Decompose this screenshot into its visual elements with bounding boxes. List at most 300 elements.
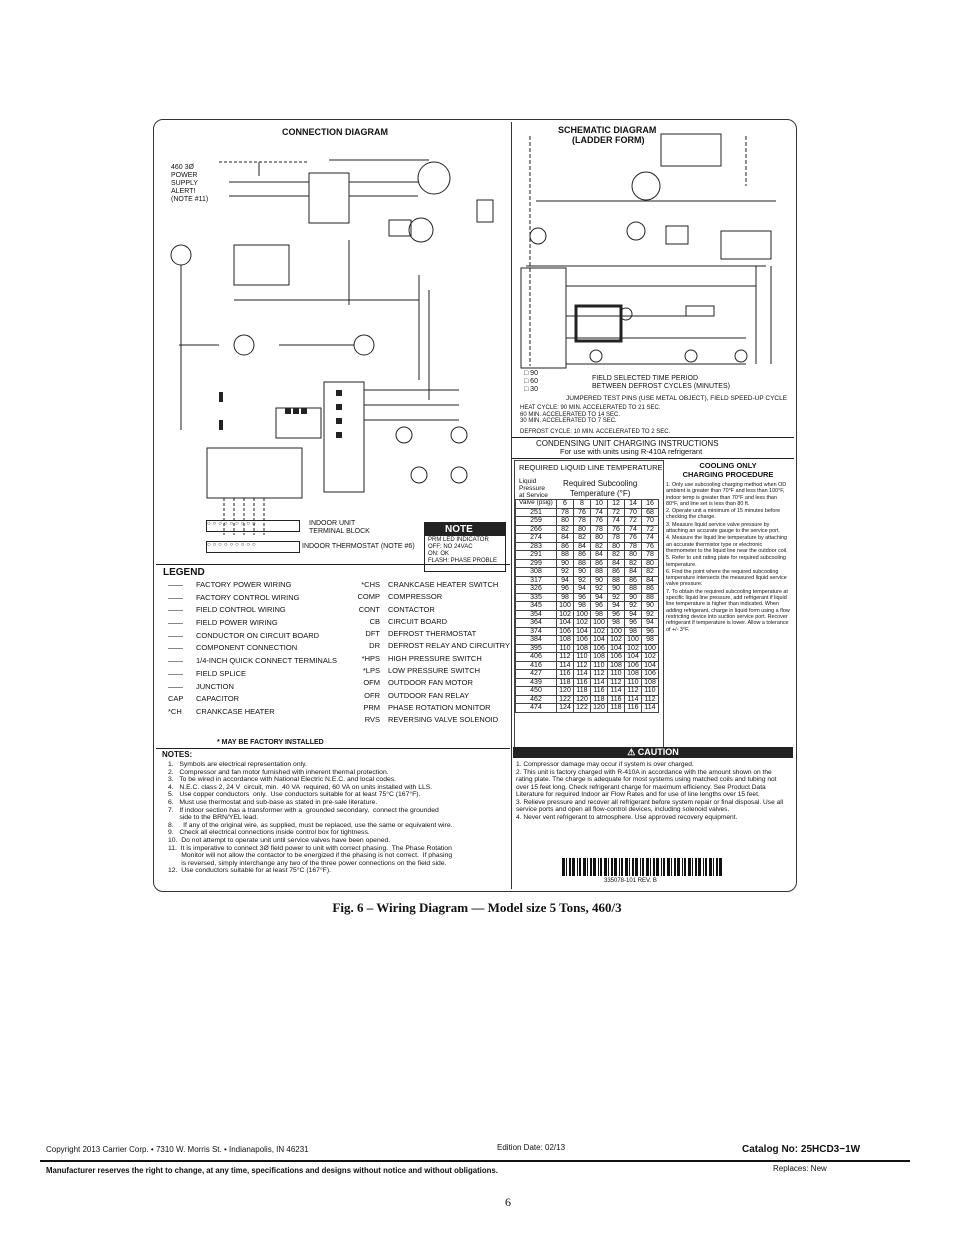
- legend-name: CIRCUIT BOARD: [388, 616, 448, 626]
- legend-name: CONTACTOR: [388, 604, 435, 614]
- pressure-cell: 462: [516, 695, 557, 704]
- legend-code-row: [344, 715, 510, 727]
- legend-name: REVERSING VALVE SOLENOID: [388, 715, 499, 725]
- subcool-cell: 100: [574, 610, 591, 619]
- subcool-cell: 92: [557, 568, 574, 577]
- subcool-cell: 78: [625, 542, 642, 551]
- subcool-cell: 98: [574, 602, 591, 611]
- pressure-cell: 395: [516, 644, 557, 653]
- subcool-cell: 94: [557, 576, 574, 585]
- legend-code: *CHS: [361, 580, 380, 589]
- note-item: 11. It is imperative to connect 3Ø field power to unit with correct phasing. The Phase Rotation: [168, 844, 452, 852]
- legend-symbol: ——: [168, 605, 183, 615]
- note-item: 7. If indoor section has a transformer with a grounded secondary, connect the grounded: [168, 806, 439, 814]
- barcode-bar: [600, 858, 602, 876]
- legend-code-row: [344, 629, 510, 641]
- subcool-cell: 108: [591, 653, 608, 662]
- subcool-cell: 96: [574, 593, 591, 602]
- subcool-cell: 94: [591, 593, 608, 602]
- pressure-cell: 364: [516, 619, 557, 628]
- subcool-cell: 116: [625, 704, 642, 713]
- pressure-cell: 427: [516, 670, 557, 679]
- procedure-step: 5. Refer to unit rating plate for required subcooling temperature.: [666, 555, 786, 568]
- subcool-cell: 118: [608, 704, 625, 713]
- legend-label: JUNCTION: [196, 681, 234, 691]
- barcode-bar: [632, 858, 634, 876]
- subcool-cell: 78: [574, 517, 591, 526]
- subcool-cell: 112: [608, 678, 625, 687]
- legend-code: DFT: [365, 629, 380, 639]
- subcool-cell: 102: [574, 619, 591, 628]
- subcool-cell: 104: [574, 627, 591, 636]
- subcool-col-header: 12: [608, 500, 625, 509]
- legend-title: LEGEND: [159, 566, 209, 579]
- pressure-cell: 374: [516, 627, 557, 636]
- subcool-cell: 92: [642, 610, 659, 619]
- pressure-cell: 291: [516, 551, 557, 560]
- legend-name: OUTDOOR FAN RELAY: [388, 690, 470, 700]
- indoor-terminal-block: ○○○○○○○○○: [206, 520, 300, 532]
- prm-note-lines: [425, 536, 505, 566]
- pressure-cell: 317: [516, 576, 557, 585]
- pressure-cell: 335: [516, 593, 557, 602]
- caution-item: 4. Never vent refrigerant to atmosphere. Use approved recovery equipment.: [516, 813, 738, 821]
- subcool-cell: 122: [557, 695, 574, 704]
- wiring-diagram-panel: [153, 119, 797, 892]
- defrost-speed-up: JUMPERED TEST PINS (USE METAL OBJECT), FIELD SPEED-UP CYCLE: [566, 395, 788, 402]
- subcool-col-header: 16: [642, 500, 659, 509]
- subcool-cell: 84: [642, 576, 659, 585]
- subcool-cell: 112: [625, 687, 642, 696]
- subcool-cell: 86: [557, 542, 574, 551]
- subcool-cell: 96: [608, 610, 625, 619]
- subcool-cell: 106: [625, 661, 642, 670]
- legend-label: CRANKCASE HEATER: [196, 706, 275, 716]
- subcooling-table: [515, 499, 659, 713]
- subcool-cell: 104: [642, 661, 659, 670]
- barcode-bar: [677, 858, 680, 876]
- note-item: 2. Compressor and fan motor furnished with inherent thermal protection.: [168, 768, 389, 776]
- subcool-cell: 106: [642, 670, 659, 679]
- legend-row: [168, 618, 337, 631]
- barcode-bar: [640, 858, 641, 876]
- pressure-cell: 406: [516, 653, 557, 662]
- pressure-cell: 416: [516, 661, 557, 670]
- caution-item: 1. Compressor damage may occur if system is over charged.: [516, 761, 694, 768]
- subcool-cell: 110: [642, 687, 659, 696]
- procedure-step: 6. Find the point where the required subcooling temperature intersects the measured liquid service valve pressure.: [666, 568, 787, 588]
- legend-code: PRM: [363, 702, 380, 712]
- caution-title: CAUTION: [637, 747, 679, 757]
- subcool-cell: 102: [642, 653, 659, 662]
- procedure-step: 7. To obtain the required subcooling temperature at specific liquid line pressure, add refrigerant if liquid line temperature is higher than indicated. When adding refrigerant, charge in liquid form using a flow restricting device into suction service port. Recover refrigerant if temperature is lower. Allow a tolerance of +/- 3°F.: [666, 588, 790, 633]
- legend-symbol: ——: [168, 580, 183, 589]
- legend-row: [168, 580, 337, 593]
- note-line: ON: OK: [428, 551, 450, 557]
- barcode-bar: [593, 858, 596, 876]
- subcool-cell: 80: [557, 517, 574, 526]
- legend-symbol: *CH: [168, 706, 182, 716]
- note-item: 4. N.E.C. class 2, 24 V circuit, min. 40 VA required, 60 VA on units installed with LLS.: [168, 783, 433, 791]
- subcool-cell: 76: [642, 542, 659, 551]
- subcool-cell: 88: [625, 585, 642, 594]
- note-line: FLASH: PHASE PROBLE: [428, 558, 498, 564]
- subcool-cell: 102: [557, 610, 574, 619]
- subcool-cell: 100: [642, 644, 659, 653]
- subcool-cell: 68: [642, 508, 659, 517]
- barcode-bar: [653, 858, 655, 876]
- subcool-cell: 96: [591, 602, 608, 611]
- prm-note-title: NOTE: [425, 523, 505, 536]
- footer-catalog: Catalog No: 25HCD3−1W: [742, 1144, 861, 1155]
- barcode-bar: [650, 858, 651, 876]
- barcode-bar: [656, 858, 659, 876]
- procedure-step: 3. Measure liquid service valve pressure by attaching an accurate gauge to the service port.: [666, 521, 780, 535]
- subcool-cell: 114: [642, 704, 659, 713]
- subcool-cell: 92: [591, 585, 608, 594]
- subcool-cell: 124: [557, 704, 574, 713]
- subcool-cell: 106: [591, 644, 608, 653]
- legend-label: 1/4-INCH QUICK CONNECT TERMINALS: [196, 656, 337, 666]
- barcode-bar: [703, 858, 704, 876]
- pressure-cell: 354: [516, 610, 557, 619]
- subcool-cell: 104: [608, 644, 625, 653]
- barcode-bar: [705, 858, 707, 876]
- subcool-cell: 98: [608, 619, 625, 628]
- barcode-bar: [625, 858, 628, 876]
- barcode-bar: [629, 858, 630, 876]
- subcool-cell: 96: [625, 619, 642, 628]
- subcool-cell: 92: [625, 602, 642, 611]
- subcool-cell: 74: [642, 534, 659, 543]
- caution-item: 2. This unit is factory charged with R-410A in accordance with the amount shown on the rating plate. The charge is adequate for most systems using matched coils and tubing not over 15 feet long. Check refrigerant charge for maximum efficiency. See Product Data Literature for required Indoor air Flow Rates and for use of line lengths over 15 feet.: [516, 768, 777, 798]
- legend-symbol: ——: [168, 681, 183, 691]
- legend-code-row: [344, 703, 510, 715]
- subcool-cell: 88: [608, 576, 625, 585]
- legend-label: COMPONENT CONNECTION: [196, 643, 298, 653]
- pressure-cell: 251: [516, 508, 557, 517]
- barcode-text: 335078-101 REV. B: [604, 878, 657, 884]
- legend-name: PHASE ROTATION MONITOR: [388, 702, 491, 712]
- barcode-bar: [719, 858, 722, 876]
- legend-code-row: [344, 592, 510, 604]
- pressure-cell: 450: [516, 687, 557, 696]
- legend-name: HIGH PRESSURE SWITCH: [388, 653, 482, 663]
- procedure-step: 1. Only use subcooling charging method when OD ambient is greater than 70°F and less than 100°F, indoor temp is greater than 70°F and less than 80°F, and line set is less than 80 ft.: [666, 482, 787, 507]
- subcool-cell: 90: [557, 559, 574, 568]
- barcode-bar: [583, 858, 586, 876]
- defrost-cycle: DEFROST CYCLE: 10 MIN. ACCELERATED TO 2 SEC.: [520, 429, 671, 435]
- subcool-cell: 110: [625, 678, 642, 687]
- legend-code: DR: [369, 641, 380, 651]
- barcode-bar: [621, 858, 623, 876]
- subcool-cell: 100: [591, 619, 608, 628]
- subcool-cell: 92: [574, 576, 591, 585]
- subcool-cell: 90: [625, 593, 642, 602]
- subcool-cell: 98: [557, 593, 574, 602]
- pressure-cell: 308: [516, 568, 557, 577]
- legend-label: FIELD CONTROL WIRING: [196, 605, 286, 615]
- note-item: Monitor will not allow the contactor to be energized if the phasing is not correct. If phasing: [168, 852, 453, 860]
- subcool-cell: 102: [625, 644, 642, 653]
- subcool-cell: 76: [574, 508, 591, 517]
- legend-row: [168, 682, 337, 695]
- thermostat-label: INDOOR THERMOSTAT (NOTE #6): [302, 543, 415, 550]
- subcool-cell: 112: [574, 661, 591, 670]
- note-item: 6. Must use thermostat and sub-base as stated in pre-sale literature.: [168, 798, 378, 806]
- legend-row: [168, 643, 337, 656]
- barcode-bar: [562, 858, 565, 876]
- subcool-cell: 102: [608, 636, 625, 645]
- subcool-cell: 100: [608, 627, 625, 636]
- legend-symbol: ——: [168, 656, 183, 666]
- legend-name: DEFROST THERMOSTAT: [388, 629, 477, 639]
- legend-row: [168, 593, 337, 606]
- barcode-bar: [635, 858, 638, 876]
- legend-name: CRANKCASE HEATER SWITCH: [388, 580, 499, 589]
- subcool-cell: 100: [557, 602, 574, 611]
- pressure-cell: 384: [516, 636, 557, 645]
- subcool-cell: 74: [625, 525, 642, 534]
- legend-code: OFR: [364, 690, 380, 700]
- barcode-bar: [598, 858, 599, 876]
- barcode-bar: [684, 858, 686, 876]
- legend-symbol: ——: [168, 668, 183, 678]
- subcool-cell: 120: [574, 695, 591, 704]
- connection-diagram-drawing: [159, 140, 509, 560]
- subcool-cell: 116: [574, 678, 591, 687]
- subcool-cell: 86: [591, 559, 608, 568]
- barcode-bar: [569, 858, 571, 876]
- subcool-cell: 84: [591, 551, 608, 560]
- subcool-cell: 94: [642, 619, 659, 628]
- barcode-bar: [695, 858, 697, 876]
- subcool-cell: 86: [625, 576, 642, 585]
- barcode-bar: [646, 858, 649, 876]
- pressure-cell: 299: [516, 559, 557, 568]
- note-item: 3. To be wired in accordance with National Electric N.E.C. and local codes.: [168, 776, 397, 784]
- subcool-cell: 108: [608, 661, 625, 670]
- subcool-cell: 96: [557, 585, 574, 594]
- pressure-cell: 266: [516, 525, 557, 534]
- subcool-cell: 106: [557, 627, 574, 636]
- barcode-bar: [671, 858, 672, 876]
- barcode-bar: [619, 858, 620, 876]
- barcode-bar: [692, 858, 693, 876]
- legend-row: [168, 656, 337, 669]
- subcool-cell: 80: [642, 559, 659, 568]
- barcode-bar: [611, 858, 613, 876]
- caution-item: 3. Relieve pressure and recover all refrigerant before system repair or final disposal. Use all service ports and open all flow-control devices, including solenoid valves.: [516, 798, 784, 813]
- barcode-bar: [587, 858, 588, 876]
- subcool-cell: 90: [608, 585, 625, 594]
- legend-row: [168, 605, 337, 618]
- subcool-cell: 84: [608, 559, 625, 568]
- subcool-cell: 116: [557, 670, 574, 679]
- subcool-cell: 90: [591, 576, 608, 585]
- barcode-bar: [667, 858, 670, 876]
- subcool-cell: 84: [625, 568, 642, 577]
- subcool-cell: 98: [591, 610, 608, 619]
- subcool-cell: 84: [557, 534, 574, 543]
- barcode-bar: [688, 858, 691, 876]
- note-item: 12. Use conductors suitable for at least 75°C (167°F).: [168, 867, 331, 875]
- subcool-cell: 118: [557, 678, 574, 687]
- pressure-header: Liquid Pressure at Service Valve (psig): [519, 478, 553, 506]
- subcool-header: Required Subcooling Temperature (°F): [563, 479, 638, 498]
- barcode-bar: [709, 858, 712, 876]
- legend-name: DEFROST RELAY AND CIRCUITRY: [388, 641, 510, 651]
- subcool-cell: 72: [642, 525, 659, 534]
- subcool-cell: 104: [625, 653, 642, 662]
- barcode-bar: [682, 858, 683, 876]
- subcool-cell: 82: [625, 559, 642, 568]
- subcool-cell: 92: [608, 593, 625, 602]
- footer-rule-top: [40, 1160, 910, 1162]
- subcool-cell: 72: [608, 508, 625, 517]
- subcool-cell: 80: [591, 534, 608, 543]
- legend-code: COMP: [357, 592, 380, 602]
- legend-symbol: ——: [168, 592, 183, 602]
- caution-list: [516, 761, 790, 821]
- legend-code: *LPS: [362, 666, 380, 676]
- subcool-cell: 108: [557, 636, 574, 645]
- schematic-title: SCHEMATIC DIAGRAM: [558, 125, 657, 135]
- legend-row: [168, 669, 337, 682]
- subcool-cell: 78: [608, 534, 625, 543]
- barcode-bar: [604, 858, 607, 876]
- footer-replaces: Replaces: New: [773, 1164, 827, 1173]
- subcool-cell: 82: [557, 525, 574, 534]
- legend-code: CONT: [358, 604, 380, 614]
- legend-label: FIELD POWER WIRING: [196, 618, 278, 628]
- subcool-cell: 76: [591, 517, 608, 526]
- note-item: 1. Symbols are electrical representation only.: [168, 761, 307, 768]
- pressure-cell: 283: [516, 542, 557, 551]
- note-item: 5. Use copper conductors only. Use conductors suitable for at least 75°C (167°F).: [168, 791, 421, 799]
- pressure-cell: 345: [516, 602, 557, 611]
- legend-label: CONDUCTOR ON CIRCUIT BOARD: [196, 630, 320, 640]
- footer-copyright: Copyright 2013 Carrier Corp. • 7310 W. Morris St. • Indianapolis, IN 46231: [46, 1145, 309, 1154]
- legend-code-row: [344, 654, 510, 666]
- subcool-cell: 98: [642, 636, 659, 645]
- note-item: side to the BRN/YEL lead.: [168, 814, 259, 822]
- pressure-cell: 274: [516, 534, 557, 543]
- subcool-cell: 74: [591, 508, 608, 517]
- legend-name: COMPRESSOR: [388, 592, 443, 602]
- procedure-step: 4. Measure the liquid line temperature by attaching an accurate thermistor type or electronic thermometer to the liquid line near the outdoor coil.: [666, 535, 788, 554]
- barcode-bar: [716, 858, 718, 876]
- legend-name: OUTDOOR FAN MOTOR: [388, 678, 473, 688]
- barcode-bar: [572, 858, 575, 876]
- factory-installed-note: * MAY BE FACTORY INSTALLED: [217, 739, 324, 746]
- subcool-cell: 94: [625, 610, 642, 619]
- subcool-cell: 112: [591, 670, 608, 679]
- subcool-cell: 104: [591, 636, 608, 645]
- legend-label: FIELD SPLICE: [196, 668, 247, 678]
- barcode-bar: [614, 858, 617, 876]
- terminal-block-label: INDOOR UNIT TERMINAL BLOCK: [309, 520, 370, 535]
- subcool-col-header: 6: [557, 500, 574, 509]
- barcode: [562, 858, 722, 876]
- pressure-col-header: [516, 500, 557, 509]
- subcool-cell: 114: [608, 687, 625, 696]
- barcode-bar: [674, 858, 676, 876]
- barcode-bar: [663, 858, 665, 876]
- barcode-bar: [661, 858, 662, 876]
- barcode-bar: [698, 858, 701, 876]
- subcool-col-header: 14: [625, 500, 642, 509]
- subcool-cell: 120: [557, 687, 574, 696]
- legend-right-list: [344, 580, 510, 728]
- subcool-cell: 114: [557, 661, 574, 670]
- subcool-cell: 82: [574, 534, 591, 543]
- barcode-bar: [590, 858, 592, 876]
- subcool-cell: 102: [591, 627, 608, 636]
- notes-list: [168, 761, 453, 875]
- subcool-cell: 94: [574, 585, 591, 594]
- subcool-cell: 80: [608, 542, 625, 551]
- notes-title: NOTES:: [162, 750, 193, 759]
- subcool-cell: 114: [574, 670, 591, 679]
- figure-caption: Fig. 6 – Wiring Diagram — Model size 5 Tons, 460/3: [332, 900, 622, 915]
- footer-disclaimer: Manufacturer reserves the right to change, at any time, specifications and designs without notice and without obligations.: [46, 1166, 498, 1175]
- subcool-cell: 82: [591, 542, 608, 551]
- legend-code-row: [344, 678, 510, 690]
- subcool-cell: 108: [574, 644, 591, 653]
- note-line: PRM LED INDICATOR: [428, 537, 489, 543]
- page-number: 6: [505, 1195, 511, 1209]
- charging-procedure: [664, 460, 792, 748]
- barcode-bar: [579, 858, 581, 876]
- subcool-cell: 116: [608, 695, 625, 704]
- subcool-cell: 70: [625, 508, 642, 517]
- legend-code: CB: [369, 616, 380, 626]
- subcool-cell: 106: [574, 636, 591, 645]
- subcool-cell: 90: [642, 602, 659, 611]
- subcool-cell: 122: [574, 704, 591, 713]
- subcool-cell: 86: [574, 551, 591, 560]
- subcool-cell: 88: [591, 568, 608, 577]
- subcool-cell: 74: [608, 517, 625, 526]
- subcool-cell: 106: [608, 653, 625, 662]
- connection-diagram-title: CONNECTION DIAGRAM: [282, 127, 388, 137]
- barcode-bar: [608, 858, 609, 876]
- subcool-cell: 76: [625, 534, 642, 543]
- subcool-cell: 94: [608, 602, 625, 611]
- pressure-cell: 326: [516, 585, 557, 594]
- subcool-cell: 80: [574, 525, 591, 534]
- power-supply-label: 460 3Ø POWER SUPPLY ALERT! (NOTE #11): [171, 164, 209, 203]
- subcool-cell: 118: [574, 687, 591, 696]
- legend-code-row: [344, 580, 510, 592]
- charging-title: CONDENSING UNIT CHARGING INSTRUCTIONS: [536, 439, 719, 448]
- subcool-cell: 78: [642, 551, 659, 560]
- legend-symbol: ——: [168, 618, 183, 628]
- legend-code-row: [344, 691, 510, 703]
- schematic-drawing: [516, 126, 792, 376]
- subcool-cell: 98: [625, 627, 642, 636]
- subcool-cell: 78: [557, 508, 574, 517]
- caution-banner: ⚠ CAUTION: [513, 747, 793, 758]
- pressure-cell: 439: [516, 678, 557, 687]
- subcool-cell: 110: [591, 661, 608, 670]
- legend-name: LOW PRESSURE SWITCH: [388, 666, 481, 676]
- subcool-cell: 80: [625, 551, 642, 560]
- legend-symbol: ——: [168, 643, 183, 653]
- note-line: OFF: NO 24VAC: [428, 544, 473, 550]
- subcool-cell: 100: [625, 636, 642, 645]
